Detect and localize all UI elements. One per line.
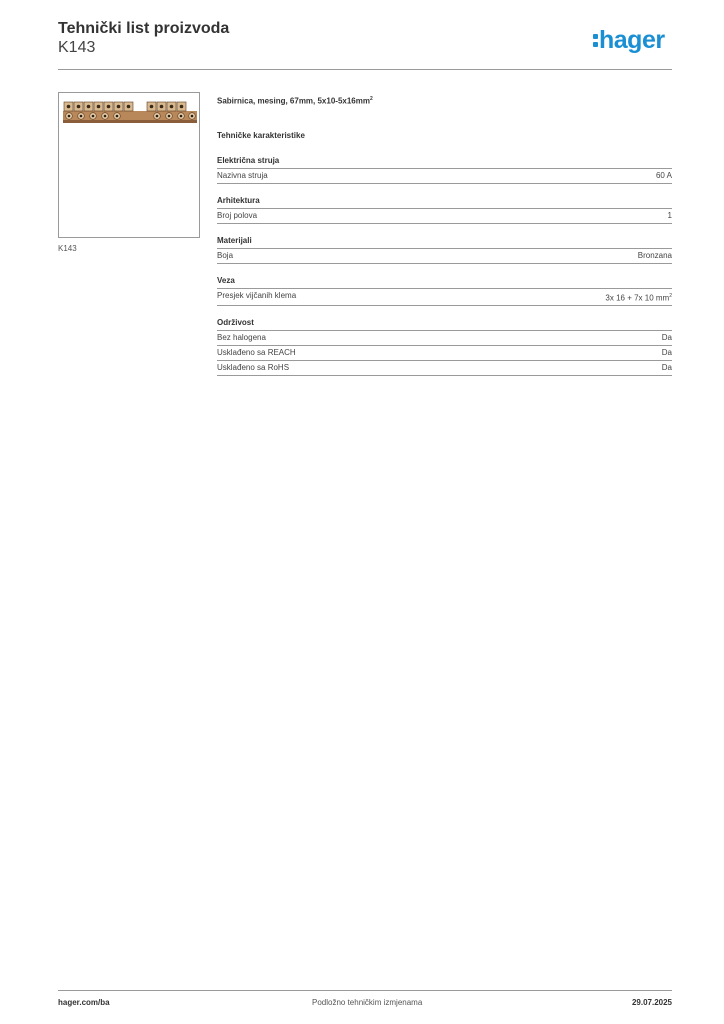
spec-row bbox=[217, 361, 672, 376]
spec-label: Broj polova bbox=[217, 210, 258, 220]
hager-logo bbox=[593, 26, 665, 54]
group-title: Arhitektura bbox=[217, 196, 672, 209]
spec-row bbox=[217, 289, 672, 307]
spec-row bbox=[217, 169, 672, 184]
footer-date: 29.07.2025 bbox=[631, 998, 672, 1007]
footer-divider bbox=[58, 990, 672, 991]
spec-row bbox=[217, 346, 672, 361]
spec-label: Presjek vijčanih klema bbox=[217, 290, 297, 300]
spec-value-sup: 2 bbox=[669, 292, 672, 299]
busbar-product-image bbox=[59, 93, 199, 237]
product-description-text: Sabirnica, mesing, 67mm, 5x10-5x16mm bbox=[217, 96, 370, 106]
product-code: K143 bbox=[58, 39, 96, 56]
spec-group-materials bbox=[217, 236, 672, 264]
spec-value: Da bbox=[661, 333, 672, 343]
group-title: Materijali bbox=[217, 236, 672, 249]
spec-label: Boja bbox=[217, 250, 234, 260]
section-heading: Tehničke karakteristike bbox=[217, 130, 305, 140]
group-title: Električna struja bbox=[217, 156, 672, 169]
spec-value-text: 3x 16 + 7x 10 mm bbox=[605, 293, 670, 303]
spec-value: Da bbox=[661, 348, 672, 358]
product-image-frame bbox=[58, 92, 200, 238]
spec-label: Usklađeno sa REACH bbox=[217, 348, 296, 358]
spec-value: 60 A bbox=[655, 170, 672, 180]
spec-row bbox=[217, 209, 672, 224]
logo-colon-icon bbox=[593, 30, 598, 48]
product-description-sup: 2 bbox=[369, 96, 373, 102]
spec-group-architecture bbox=[217, 196, 672, 224]
image-caption: K143 bbox=[58, 244, 77, 253]
spec-row bbox=[217, 249, 672, 264]
page-title: Tehnički list proizvoda bbox=[58, 20, 230, 37]
spec-label: Usklađeno sa RoHS bbox=[217, 363, 290, 373]
logo-text: hager bbox=[599, 26, 665, 54]
footer-notice: Podložno tehničkim izmjenama bbox=[312, 998, 423, 1007]
product-description bbox=[217, 96, 672, 106]
spec-value: Bronzana bbox=[637, 250, 672, 260]
group-title: Veza bbox=[217, 276, 672, 289]
spec-group-electric-current bbox=[217, 156, 672, 184]
spec-row bbox=[217, 331, 672, 346]
spec-value: 1 bbox=[667, 210, 672, 220]
header-divider bbox=[58, 69, 672, 70]
spec-value bbox=[605, 291, 672, 304]
group-title: Održivost bbox=[217, 318, 672, 331]
specifications-panel bbox=[217, 96, 672, 388]
spec-value: Da bbox=[661, 363, 672, 373]
spec-group-connection bbox=[217, 276, 672, 307]
spec-label: Nazivna struja bbox=[217, 170, 268, 180]
footer-website-link[interactable]: hager.com/ba bbox=[58, 998, 110, 1007]
spec-group-sustainability bbox=[217, 318, 672, 376]
spec-label: Bez halogena bbox=[217, 333, 266, 343]
